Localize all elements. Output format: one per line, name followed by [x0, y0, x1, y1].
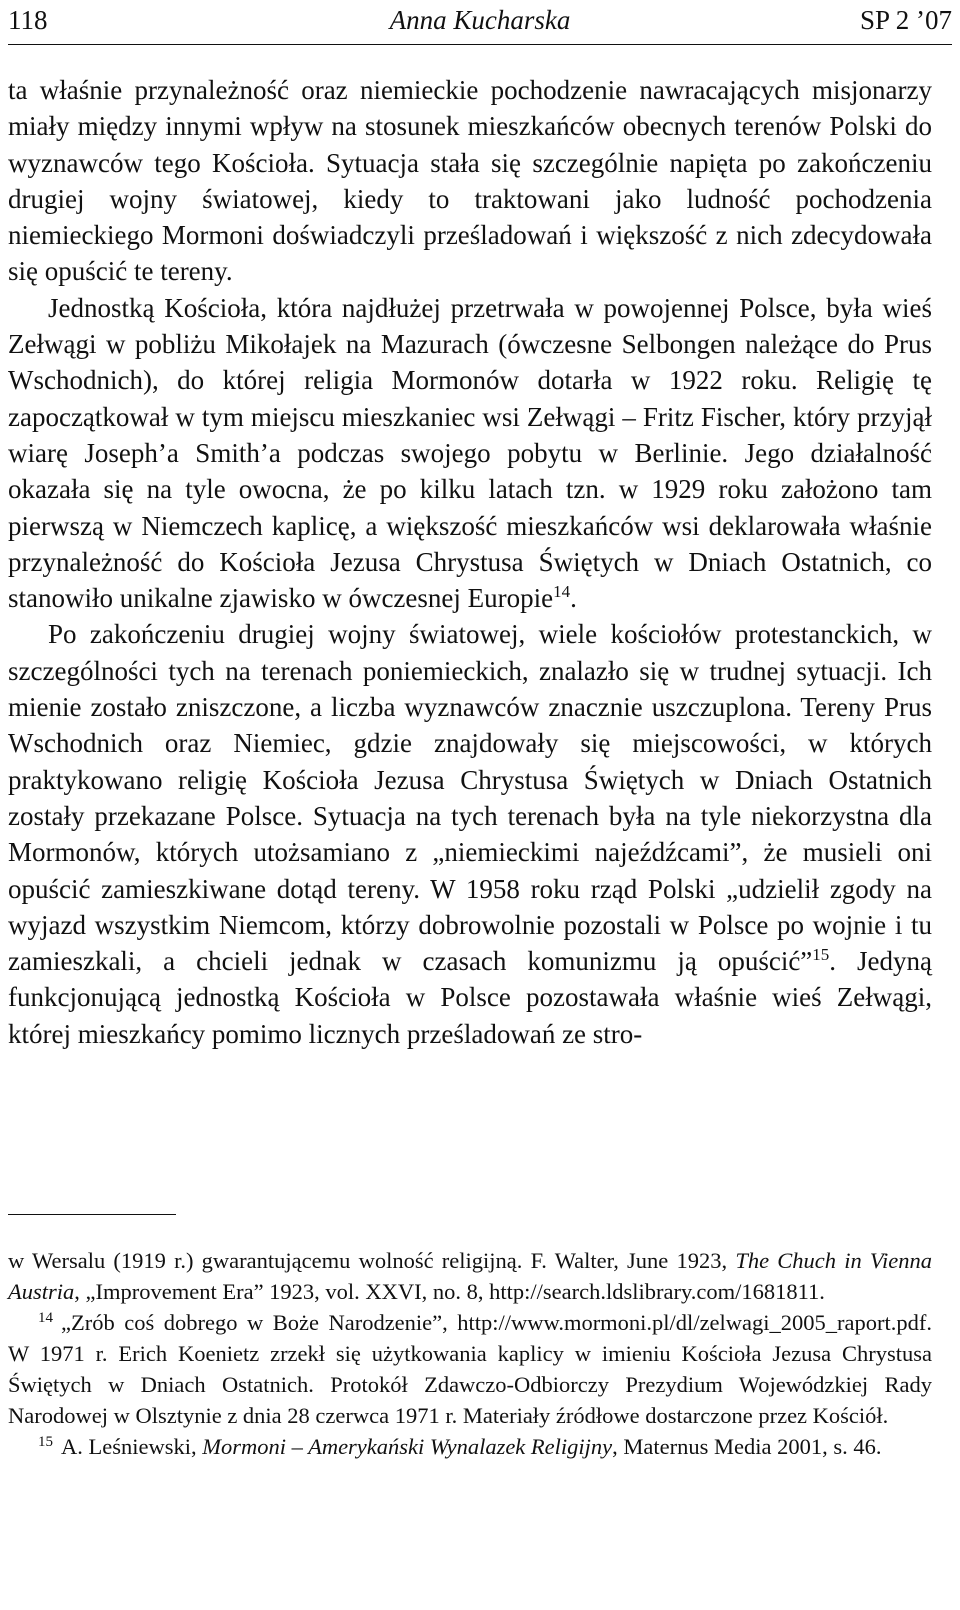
- page-number: 118: [8, 5, 48, 35]
- footnote-ref-14[interactable]: 14: [553, 582, 571, 602]
- footnote-continuation-url: , „Improvement Era” 1923, vol. XXVI, no. 8, http://search.ldslibrary.com/1681811.: [74, 1279, 825, 1304]
- paragraph-3-end: . Jedyną funkcjonującą jednostką Kościoła w Polsce pozostawała właśnie wieś Zełwągi, której mieszkańcy pomimo licznych prześladowań ze stro-: [8, 946, 933, 1049]
- running-author: Anna Kucharska: [389, 5, 571, 35]
- running-header: [8, 2, 952, 38]
- paragraph-2: [8, 290, 932, 617]
- journal-issue: SP 2 ’07: [859, 5, 952, 35]
- footnote-14: [8, 1307, 932, 1431]
- footnote-15: [8, 1431, 932, 1462]
- footnote-continuation-text: w Wersalu (1919 r.) gwarantującemu wolność religijną. F. Walter, June 1923,: [8, 1248, 736, 1273]
- footnote-continuation: [8, 1245, 932, 1307]
- footnote-15-title: Mormoni – Amerykański Wynalazek Religijny: [202, 1434, 613, 1459]
- footnote-15-publisher: , Maternus Media 2001, s. 46.: [612, 1434, 882, 1459]
- paragraph-3-text: Po zakończeniu drugiej wojny światowej, wiele kościołów protestanckich, w szczególności tych na terenach poniemieckich, znalazło się w trudnej sytuacji. Ich mienie zostało zniszczone, a liczba wyznawców znacznie uszczuplona. Tereny Prus Wschodnich oraz Niemiec, gdzie znajdowały się miejscowości, w których praktykowano religię Kościoła Jezusa Chrystusa Świętych w Dniach Ostatnich zostały przekazane Polsce. Sytuacja na tych terenach była na tyle niekorzystna dla Mormonów, których utożsamiano z „niemieckimi najeźdźcami”, że musieli oni opuścić zamieszkiwane dotąd tereny. W 1958 roku rząd Polski „udzielił zgody na wyjazd wszystkim Niemcom, którzy dobrowolnie pozostali w Polsce po wojnie i tu zamieszkali, a chcieli jednak w czasach komunizmu ją opuścić”: [8, 619, 932, 977]
- paragraph-2-text: Jednostką Kościoła, która najdłużej przetrwała w powojennej Polsce, była wieś Zełwągi w pobliżu Mikołajek na Mazurach (ówczesne Selbongen należące do Prus Wschodnich), do której religia Mormonów dotarła w 1922 roku. Religię tę zapoczątkował w tym miejscu mieszkaniec wsi Zełwągi – Fritz Fischer, który przyjął wiarę Joseph’a Smith’a podczas swojego pobytu w Berlinie. Jego działalność okazała się na tyle owocna, że po kilku latach tzn. w 1929 roku założono tam pierwszą w Niemczech kaplicę, a większość mieszkańców wsi deklarowała właśnie przynależność do Kościoła Jezusa Chrystusa Świętych w Dniach Ostatnich, co stanowiło unikalne zjawisko w ówczesnej Europie: [8, 292, 932, 614]
- cited-title: The Chuch in Vienna Austria: [8, 1248, 932, 1304]
- footnote-15-author: A. Leśniewski,: [61, 1434, 203, 1459]
- paragraph-1: ta właśnie przynależność oraz niemieckie pochodzenie nawracających misjonarzy miały między innymi wpływ na stosunek mieszkańców obecnych terenów Polski do wyznawców tego Kościoła. Sytuacja stała się szczególnie napięta po zakończeniu drugiej wojny światowej, kiedy to traktowani jako ludność pochodzenia niemieckiego Mormoni doświadczyli prześladowań i większość z nich zdecydowała się opuścić te tereny.: [8, 75, 932, 287]
- main-text: [8, 72, 932, 1052]
- footnote-separator: [8, 1214, 176, 1215]
- footnote-14-text: „Zrób coś dobrego w Boże Narodzenie”, http://www.mormoni.pl/dl/zelwagi_2005_raport.pdf. W 1971 r. Erich Koenietz zrzekł się użytkowania kaplicy w imieniu Kościoła Jezusa Chrystusa Świętych w Dniach Ostatnich. Protokół Zdawczo-Odbiorczy Prezydium Wojewódzkiej Rady Narodowej w Olsztynie z dnia 28 czerwca 1971 r. Materiały źródłowe dostarczone przez Kościół.: [8, 1310, 932, 1428]
- header-rule: [8, 44, 952, 45]
- footnote-14-number: 14: [38, 1310, 53, 1326]
- footnote-ref-15[interactable]: 15: [812, 945, 830, 965]
- footnotes: [8, 1245, 932, 1462]
- paragraph-2-end: .: [570, 583, 577, 614]
- paragraph-3: [8, 616, 932, 1052]
- footnote-15-number: 15: [38, 1434, 53, 1450]
